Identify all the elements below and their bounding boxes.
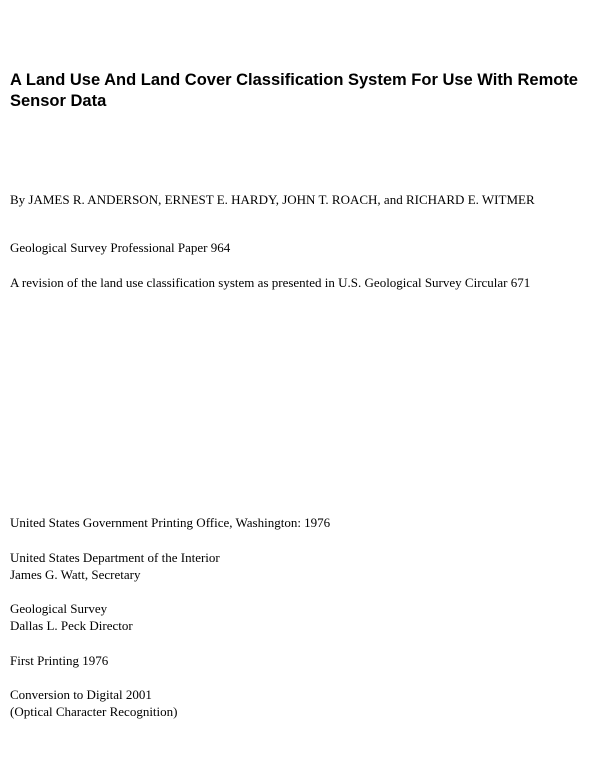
conversion-block (10, 686, 178, 720)
document-title: A Land Use And Land Cover Classification System For Use With Remote Sensor Data (10, 71, 578, 110)
survey-block (10, 600, 133, 634)
survey-name: Geological Survey (10, 601, 108, 616)
series-line: Geological Survey Professional Paper 964 (10, 240, 231, 255)
department-secretary: James G. Watt, Secretary (10, 567, 141, 582)
authors-line: By JAMES R. ANDERSON, ERNEST E. HARDY, JOHN T. ROACH, and RICHARD E. WITMER (10, 192, 535, 207)
conversion-line-1: Conversion to Digital 2001 (10, 687, 152, 702)
printing-line: First Printing 1976 (10, 653, 109, 668)
department-block (10, 549, 220, 583)
survey-director: Dallas L. Peck Director (10, 618, 133, 633)
conversion-line-2: (Optical Character Recognition) (10, 704, 178, 719)
publisher-line: United States Government Printing Office, Washington: 1976 (10, 515, 331, 530)
revision-note: A revision of the land use classification system as presented in U.S. Geological Survey Circular 671 (10, 275, 531, 290)
department-name: United States Department of the Interior (10, 550, 220, 565)
